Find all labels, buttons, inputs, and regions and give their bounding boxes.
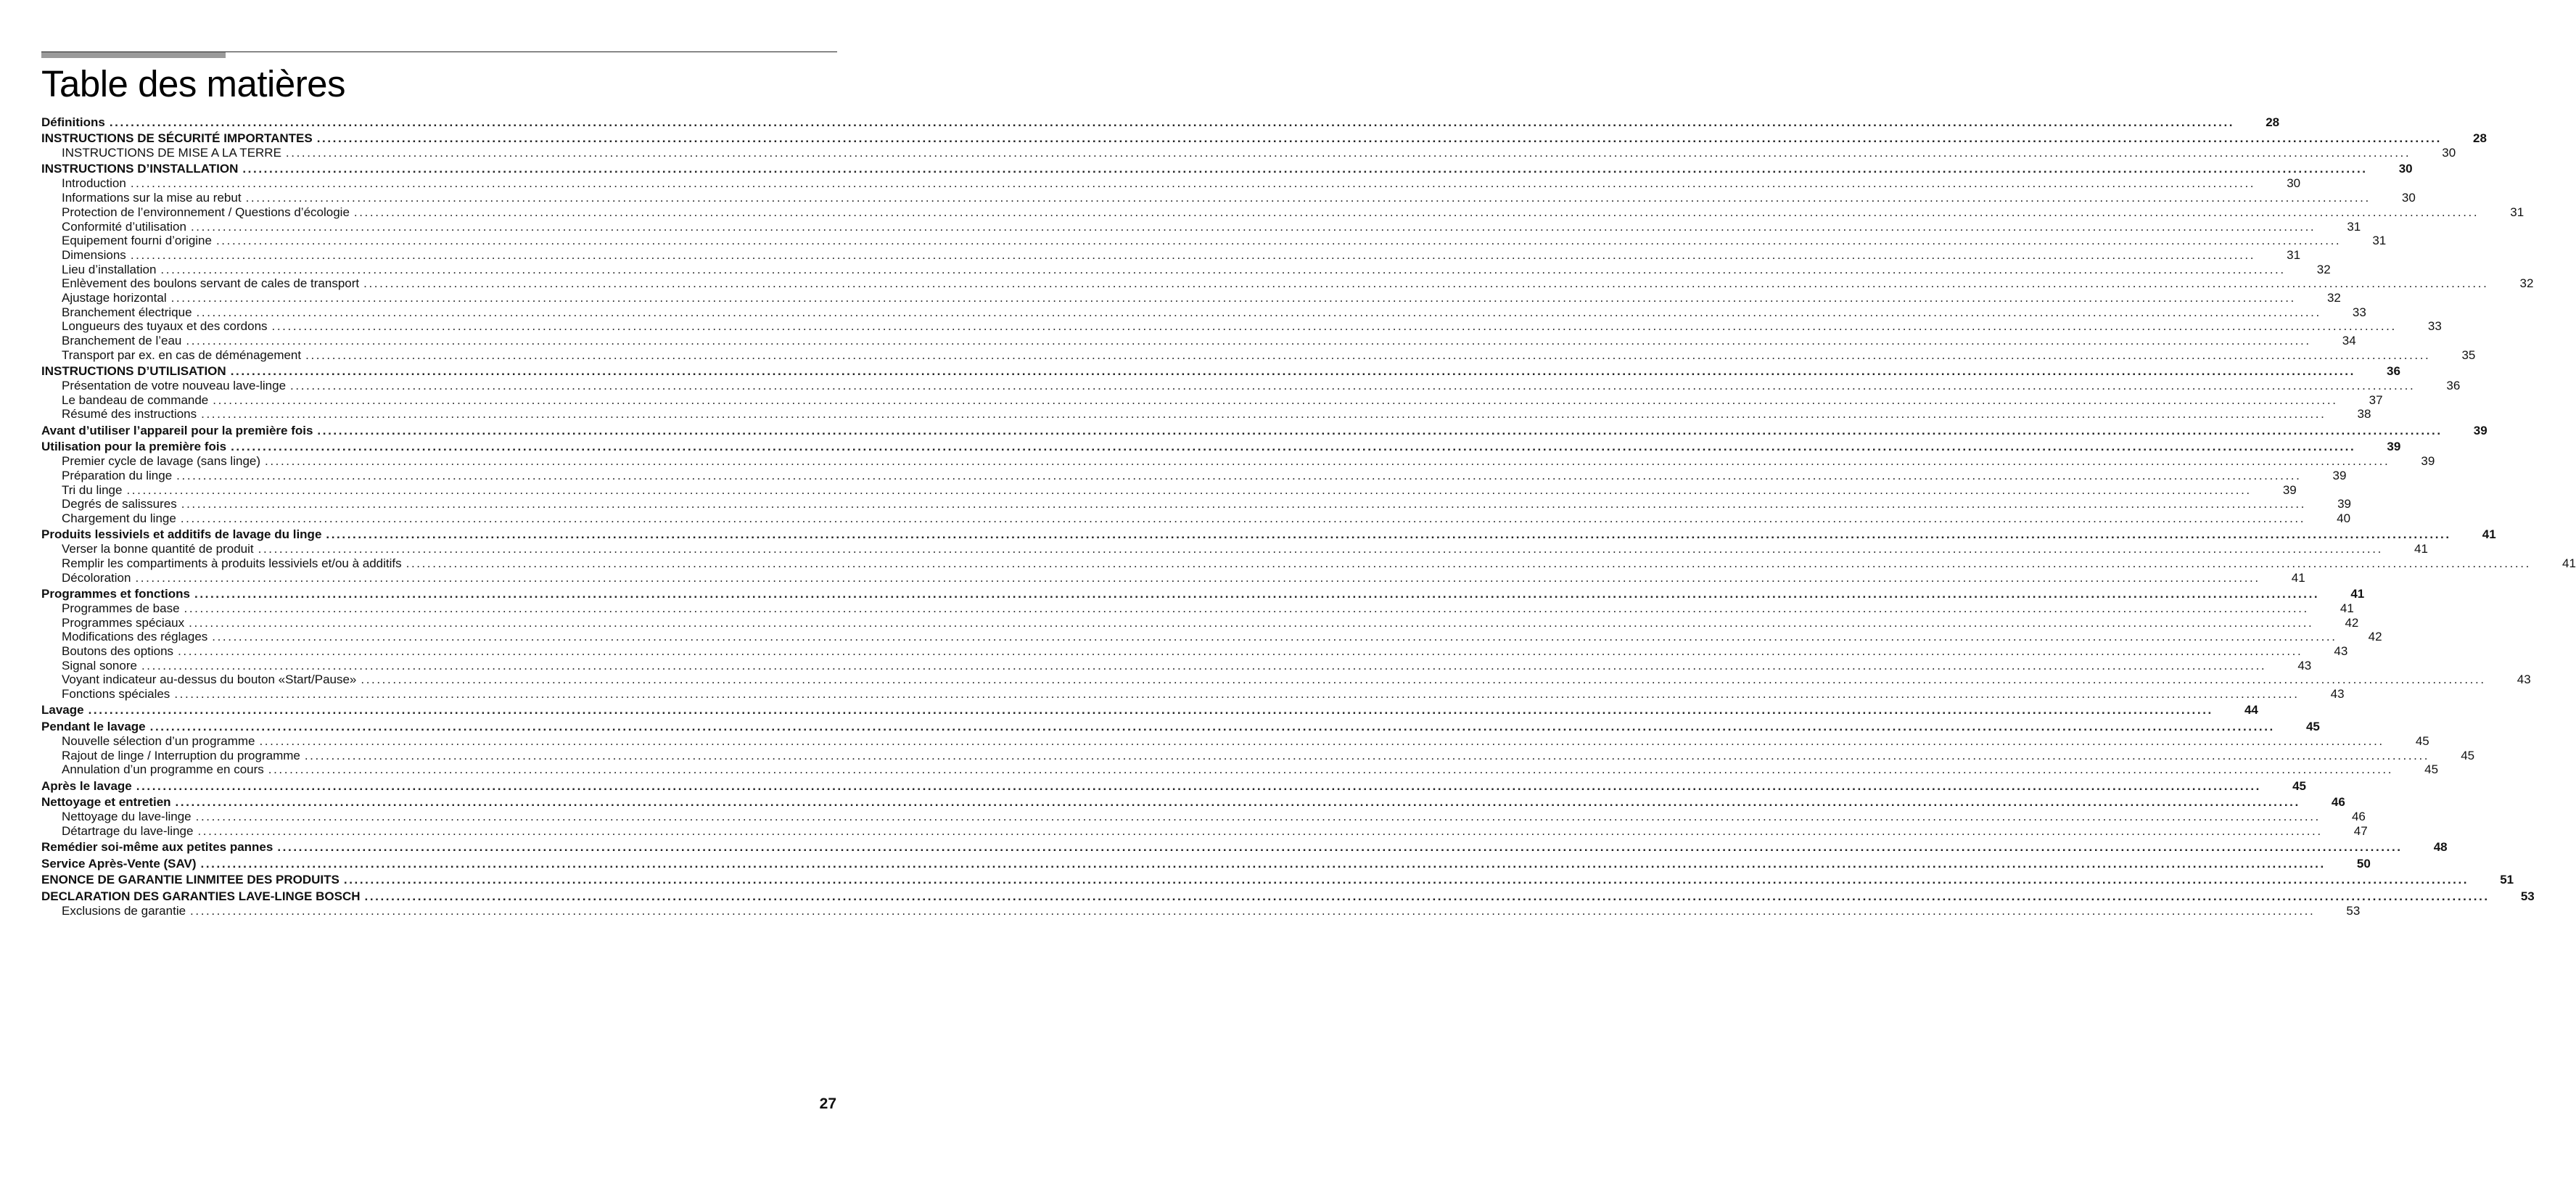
toc-entry-page: 41 xyxy=(2340,601,2354,615)
toc-entry-label: Modifications des réglages xyxy=(62,630,208,644)
toc-section-entry[interactable] xyxy=(41,115,2280,130)
toc-entry-page: 50 xyxy=(2356,856,2371,871)
toc-entry-page: 46 xyxy=(2351,810,2366,824)
toc-section-entry[interactable] xyxy=(41,719,2320,734)
toc-section-entry[interactable] xyxy=(41,889,2535,904)
toc-entry-label: INSTRUCTIONS D’UTILISATION xyxy=(41,364,226,378)
toc-entry-label: Après le lavage xyxy=(41,778,132,793)
toc-entry-label: Dimensions xyxy=(62,247,126,262)
dot-leader: ................................................................................................................................................................................................................................................................................................................................................................................................................ xyxy=(130,176,2256,191)
toc-subsection-entry[interactable] xyxy=(41,570,2305,585)
toc-entry-page: 30 xyxy=(2442,146,2456,160)
toc-subsection-entry[interactable] xyxy=(41,468,2347,483)
toc-subsection-entry[interactable] xyxy=(41,234,2387,248)
toc-entry-page: 48 xyxy=(2433,840,2448,855)
toc-entry-label: Remplir les compartiments à produits lessiviels et/ou à additifs xyxy=(62,556,402,570)
dot-leader: ................................................................................................................................................................................................................................................................................................................................................................................................................ xyxy=(181,497,2307,511)
toc-section-entry[interactable] xyxy=(41,856,2371,871)
toc-entry-label: INSTRUCTIONS DE MISE A LA TERRE xyxy=(62,146,281,160)
dot-leader: ................................................................................................................................................................................................................................................................................................................................................................................................................ xyxy=(285,146,2411,160)
dot-leader: ................................................................................................................................................................................................................................................................................................................................................................................................................ xyxy=(190,219,2316,234)
toc-entry-label: Utilisation pour la première fois xyxy=(41,440,227,454)
dot-leader: ................................................................................................................................................................................................................................................................................................................................................................................................................ xyxy=(265,454,2390,469)
dot-leader: ................................................................................................................................................................................................................................................................................................................................................................................................................ xyxy=(149,719,2275,733)
toc-entry-page: 36 xyxy=(2387,364,2400,378)
toc-section-entry[interactable] xyxy=(41,131,2487,146)
dot-leader: ................................................................................................................................................................................................................................................................................................................................................................................................................ xyxy=(176,468,2302,482)
toc-entry-label: Tri du linge xyxy=(62,482,123,497)
toc-entry-label: Préparation du linge xyxy=(62,468,173,482)
toc-entry-label: Avant d’utiliser l’appareil pour la première fois xyxy=(41,423,313,437)
toc-entry-label: Chargement du linge xyxy=(62,511,176,525)
toc-subsection-entry[interactable] xyxy=(41,810,2366,824)
toc-entry-page: 43 xyxy=(2517,672,2531,687)
toc-entry-label: Rajout de linge / Interruption du programme xyxy=(62,748,300,762)
dot-leader: ................................................................................................................................................................................................................................................................................................................................................................................................................ xyxy=(258,542,2383,556)
toc-subsection-entry[interactable] xyxy=(41,334,2356,348)
toc-entry-page: 41 xyxy=(2561,556,2576,570)
toc-entry-page: 33 xyxy=(2352,305,2366,319)
toc-subsection-entry[interactable] xyxy=(41,542,2428,556)
toc-entry-page: 39 xyxy=(2473,423,2487,437)
toc-entry-label: Lavage xyxy=(41,703,84,717)
dot-leader: ................................................................................................................................................................................................................................................................................................................................................................................................................ xyxy=(363,276,2489,291)
table-of-contents xyxy=(41,113,2576,918)
toc-entry-page: 43 xyxy=(2330,687,2345,702)
page-number: 27 xyxy=(819,1095,836,1112)
toc-entry-page: 43 xyxy=(2334,644,2348,658)
toc-entry-label: Programmes de base xyxy=(62,601,180,615)
toc-subsection-entry[interactable] xyxy=(41,454,2435,469)
toc-entry-label: Premier cycle de lavage (sans linge) xyxy=(62,454,261,469)
toc-subsection-entry[interactable] xyxy=(41,146,2456,160)
dot-leader: ................................................................................................................................................................................................................................................................................................................................................................................................................ xyxy=(361,672,2486,687)
dot-leader: ................................................................................................................................................................................................................................................................................................................................................................................................................ xyxy=(175,795,2300,810)
toc-entry-label: Degrés de salissures xyxy=(62,497,177,511)
toc-subsection-entry[interactable] xyxy=(41,687,2345,702)
toc-entry-label: Définitions xyxy=(41,115,105,129)
toc-section-entry[interactable] xyxy=(41,586,2365,601)
toc-entry-label: Nouvelle sélection d’un programme xyxy=(62,733,255,748)
toc-subsection-entry[interactable] xyxy=(41,556,2576,571)
toc-entry-label: Voyant indicateur au-dessus du bouton «Start/Pause» xyxy=(62,672,357,687)
toc-entry-label: Enlèvement des boulons servant de cales de transport xyxy=(62,276,360,291)
toc-subsection-entry[interactable] xyxy=(41,305,2366,320)
dot-leader: ................................................................................................................................................................................................................................................................................................................................................................................................................ xyxy=(170,290,2296,305)
toc-entry-label: Remédier soi-même aux petites pannes xyxy=(41,840,273,855)
dot-leader: ................................................................................................................................................................................................................................................................................................................................................................................................................ xyxy=(200,856,2326,871)
dot-leader: ................................................................................................................................................................................................................................................................................................................................................................................................................ xyxy=(197,823,2323,838)
toc-subsection-entry[interactable] xyxy=(41,407,2371,421)
toc-subsection-entry[interactable] xyxy=(41,630,2382,644)
toc-subsection-entry[interactable] xyxy=(41,205,2524,220)
dot-leader: ................................................................................................................................................................................................................................................................................................................................................................................................................ xyxy=(88,703,2213,717)
toc-entry-page: 41 xyxy=(2291,570,2305,585)
toc-entry-label: Détartrage du lave-linge xyxy=(62,823,194,838)
toc-section-entry[interactable] xyxy=(41,161,2413,176)
header-accent-bar xyxy=(41,52,226,58)
toc-entry-page: 44 xyxy=(2244,703,2258,717)
dot-leader: ................................................................................................................................................................................................................................................................................................................................................................................................................ xyxy=(231,440,2356,454)
toc-subsection-entry[interactable] xyxy=(41,247,2301,263)
dot-leader: ................................................................................................................................................................................................................................................................................................................................................................................................................ xyxy=(195,810,2321,824)
toc-entry-page: 53 xyxy=(2520,889,2535,903)
toc-section-entry[interactable] xyxy=(41,778,2307,794)
toc-entry-page: 42 xyxy=(2345,615,2359,630)
toc-entry-label: Introduction xyxy=(62,176,126,191)
toc-entry-label: Equipement fourni d’origine xyxy=(62,234,212,248)
toc-entry-label: Branchement électrique xyxy=(62,305,192,319)
toc-entry-label: Conformité d’utilisation xyxy=(62,219,186,234)
toc-section-entry[interactable] xyxy=(41,702,2258,717)
dot-leader: ................................................................................................................................................................................................................................................................................................................................................................................................................ xyxy=(130,247,2256,262)
toc-entry-label: Branchement de l’eau xyxy=(62,334,182,348)
dot-leader: ................................................................................................................................................................................................................................................................................................................................................................................................................ xyxy=(186,334,2311,348)
toc-entry-page: 39 xyxy=(2387,440,2401,454)
page-title: Table des matières xyxy=(41,63,346,104)
dot-leader: ................................................................................................................................................................................................................................................................................................................................................................................................................ xyxy=(245,191,2371,205)
dot-leader: ................................................................................................................................................................................................................................................................................................................................................................................................................ xyxy=(213,392,2338,407)
toc-entry-page: 35 xyxy=(2461,347,2476,362)
toc-entry-label: Décoloration xyxy=(62,570,131,585)
toc-entry-page: 39 xyxy=(2421,454,2435,469)
toc-entry-page: 51 xyxy=(2500,873,2514,887)
toc-entry-page: 37 xyxy=(2369,392,2383,407)
dot-leader: ................................................................................................................................................................................................................................................................................................................................................................................................................ xyxy=(174,687,2300,702)
toc-subsection-entry[interactable] xyxy=(41,319,2442,334)
toc-entry-label: Lieu d’installation xyxy=(62,262,157,276)
toc-subsection-entry[interactable] xyxy=(41,748,2475,763)
toc-subsection-entry[interactable] xyxy=(41,219,2361,234)
toc-entry-label: Annulation d’un programme en cours xyxy=(62,762,264,777)
toc-subsection-entry[interactable] xyxy=(41,262,2331,277)
toc-entry-label: Exclusions de garantie xyxy=(62,903,186,918)
toc-entry-label: Nettoyage et entretien xyxy=(41,795,171,810)
toc-entry-label: DECLARATION DES GARANTIES LAVE-LINGE BOSCH xyxy=(41,889,361,903)
toc-entry-label: Programmes spéciaux xyxy=(62,615,185,630)
toc-subsection-entry[interactable] xyxy=(41,276,2534,291)
toc-entry-label: Informations sur la mise au rebut xyxy=(62,191,242,205)
dot-leader: ................................................................................................................................................................................................................................................................................................................................................................................................................ xyxy=(271,319,2397,334)
toc-entry-label: ENONCE DE GARANTIE LINMITEE DES PRODUITS xyxy=(41,873,340,887)
toc-entry-page: 28 xyxy=(2473,131,2487,146)
toc-entry-label: Boutons des options xyxy=(62,644,174,658)
toc-entry-label: Verser la bonne quantité de produit xyxy=(62,542,254,556)
toc-entry-page: 32 xyxy=(2519,276,2534,291)
toc-entry-label: Ajustage horizontal xyxy=(62,290,167,305)
toc-entry-label: INSTRUCTIONS D’INSTALLATION xyxy=(41,162,239,176)
dot-leader: ................................................................................................................................................................................................................................................................................................................................................................................................................ xyxy=(212,630,2337,644)
dot-leader: ................................................................................................................................................................................................................................................................................................................................................................................................................ xyxy=(141,658,2267,672)
toc-entry-page: 31 xyxy=(2510,205,2524,219)
dot-leader: ................................................................................................................................................................................................................................................................................................................................................................................................................ xyxy=(194,586,2320,601)
dot-leader: ................................................................................................................................................................................................................................................................................................................................................................................................................ xyxy=(277,840,2403,855)
dot-leader: ................................................................................................................................................................................................................................................................................................................................................................................................................ xyxy=(290,379,2416,392)
dot-leader: ................................................................................................................................................................................................................................................................................................................................................................................................................ xyxy=(160,262,2286,276)
toc-section-entry[interactable] xyxy=(41,839,2448,855)
dot-leader: ................................................................................................................................................................................................................................................................................................................................................................................................................ xyxy=(215,234,2342,248)
toc-entry-page: 46 xyxy=(2331,795,2345,810)
toc-subsection-entry[interactable] xyxy=(41,644,2348,659)
toc-entry-page: 45 xyxy=(2415,733,2429,748)
toc-entry-page: 30 xyxy=(2401,191,2416,205)
dot-leader: ................................................................................................................................................................................................................................................................................................................................................................................................................ xyxy=(305,347,2431,362)
toc-entry-page: 28 xyxy=(2266,115,2280,129)
toc-entry-label: Le bandeau de commande xyxy=(62,392,209,407)
toc-entry-page: 31 xyxy=(2287,247,2301,262)
dot-leader: ................................................................................................................................................................................................................................................................................................................................................................................................................ xyxy=(316,131,2442,146)
dot-leader: ................................................................................................................................................................................................................................................................................................................................................................................................................ xyxy=(135,570,2260,585)
toc-entry-label: Résumé des instructions xyxy=(62,407,197,421)
dot-leader: ................................................................................................................................................................................................................................................................................................................................................................................................................ xyxy=(190,903,2316,918)
toc-subsection-entry[interactable] xyxy=(41,615,2359,630)
toc-section-entry[interactable] xyxy=(41,423,2487,438)
toc-entry-page: 31 xyxy=(2372,234,2387,248)
toc-entry-page: 39 xyxy=(2337,497,2352,511)
toc-entry-label: Présentation de votre nouveau lave-linge xyxy=(62,379,287,392)
toc-subsection-entry[interactable] xyxy=(41,511,2351,526)
toc-entry-page: 41 xyxy=(2482,527,2496,542)
toc-subsection-entry[interactable] xyxy=(41,658,2312,673)
dot-leader: ................................................................................................................................................................................................................................................................................................................................................................................................................ xyxy=(268,762,2394,777)
toc-subsection-entry[interactable] xyxy=(41,823,2368,839)
toc-subsection-entry[interactable] xyxy=(41,497,2352,511)
toc-entry-page: 42 xyxy=(2368,630,2382,644)
toc-subsection-entry[interactable] xyxy=(41,672,2531,687)
toc-section-entry[interactable] xyxy=(41,872,2514,887)
toc-entry-page: 32 xyxy=(2326,290,2341,305)
toc-subsection-entry[interactable] xyxy=(41,290,2341,305)
toc-entry-label: Fonctions spéciales xyxy=(62,687,170,702)
toc-subsection-entry[interactable] xyxy=(41,482,2297,498)
dot-leader: ................................................................................................................................................................................................................................................................................................................................................................................................................ xyxy=(230,364,2355,378)
toc-entry-page: 41 xyxy=(2414,542,2428,556)
dot-leader: ................................................................................................................................................................................................................................................................................................................................................................................................................ xyxy=(126,482,2252,497)
toc-entry-page: 34 xyxy=(2342,334,2356,348)
toc-subsection-entry[interactable] xyxy=(41,601,2354,616)
dot-leader: ................................................................................................................................................................................................................................................................................................................................................................................................................ xyxy=(364,889,2490,903)
toc-entry-page: 45 xyxy=(2424,762,2439,777)
dot-leader: ................................................................................................................................................................................................................................................................................................................................................................................................................ xyxy=(180,511,2306,525)
dot-leader: ................................................................................................................................................................................................................................................................................................................................................................................................................ xyxy=(317,423,2443,437)
dot-leader: ................................................................................................................................................................................................................................................................................................................................................................................................................ xyxy=(184,601,2309,615)
dot-leader: ................................................................................................................................................................................................................................................................................................................................................................................................................ xyxy=(189,615,2314,630)
toc-entry-page: 38 xyxy=(2357,407,2371,421)
toc-section-entry[interactable] xyxy=(41,794,2345,810)
dot-leader: ................................................................................................................................................................................................................................................................................................................................................................................................................ xyxy=(178,644,2303,658)
toc-subsection-entry[interactable] xyxy=(41,176,2301,191)
dot-leader: ................................................................................................................................................................................................................................................................................................................................................................................................................ xyxy=(136,778,2262,793)
toc-entry-page: 32 xyxy=(2316,262,2331,276)
toc-entry-label: Pendant le lavage xyxy=(41,719,146,733)
toc-entry-page: 45 xyxy=(2305,719,2320,733)
dot-leader: ................................................................................................................................................................................................................................................................................................................................................................................................................ xyxy=(326,527,2451,542)
toc-entry-page: 30 xyxy=(2287,176,2301,191)
toc-entry-label: Produits lessiviels et additifs de lavage du linge xyxy=(41,527,322,542)
dot-leader: ................................................................................................................................................................................................................................................................................................................................................................................................................ xyxy=(109,115,2235,129)
toc-entry-page: 31 xyxy=(2347,219,2361,234)
toc-entry-label: Protection de l’environnement / Questions d’écologie xyxy=(62,205,350,219)
dot-leader: ................................................................................................................................................................................................................................................................................................................................................................................................................ xyxy=(353,205,2480,219)
toc-entry-page: 43 xyxy=(2297,658,2312,672)
toc-entry-label: Transport par ex. en cas de déménagement xyxy=(62,347,302,362)
dot-leader: ................................................................................................................................................................................................................................................................................................................................................................................................................ xyxy=(201,407,2326,421)
toc-subsection-entry[interactable] xyxy=(41,903,2361,918)
toc-entry-label: Programmes et fonctions xyxy=(41,586,190,601)
toc-entry-page: 39 xyxy=(2332,468,2347,482)
toc-entry-page: 45 xyxy=(2292,778,2307,793)
toc-entry-page: 40 xyxy=(2337,511,2351,525)
toc-subsection-entry[interactable] xyxy=(41,733,2429,749)
toc-subsection-entry[interactable] xyxy=(41,191,2416,205)
toc-entry-page: 33 xyxy=(2427,319,2442,334)
dot-leader: ................................................................................................................................................................................................................................................................................................................................................................................................................ xyxy=(343,873,2469,887)
toc-section-entry[interactable] xyxy=(41,363,2400,379)
toc-entry-page: 47 xyxy=(2353,823,2368,838)
dot-leader: ................................................................................................................................................................................................................................................................................................................................................................................................................ xyxy=(406,556,2531,570)
toc-entry-label: Nettoyage du lave-linge xyxy=(62,810,192,824)
dot-leader: ................................................................................................................................................................................................................................................................................................................................................................................................................ xyxy=(196,305,2321,319)
toc-subsection-entry[interactable] xyxy=(41,762,2439,777)
dot-leader: ................................................................................................................................................................................................................................................................................................................................................................................................................ xyxy=(242,162,2368,176)
toc-section-entry[interactable] xyxy=(41,527,2496,542)
dot-leader: ................................................................................................................................................................................................................................................................................................................................................................................................................ xyxy=(259,733,2384,748)
toc-entry-page: 53 xyxy=(2346,903,2361,918)
toc-entry-page: 41 xyxy=(2350,586,2365,601)
toc-subsection-entry[interactable] xyxy=(41,392,2383,408)
toc-subsection-entry[interactable] xyxy=(41,347,2476,363)
toc-entry-page: 39 xyxy=(2282,482,2297,497)
toc-entry-label: Service Après-Vente (SAV) xyxy=(41,856,197,871)
toc-subsection-entry[interactable] xyxy=(41,379,2461,393)
toc-entry-page: 45 xyxy=(2461,748,2475,762)
toc-section-entry[interactable] xyxy=(41,439,2401,454)
toc-entry-label: Longueurs des tuyaux et des cordons xyxy=(62,319,268,334)
toc-entry-label: Signal sonore xyxy=(62,658,137,672)
toc-entry-page: 30 xyxy=(2398,162,2413,176)
dot-leader: ................................................................................................................................................................................................................................................................................................................................................................................................................ xyxy=(304,748,2430,762)
toc-entry-label: INSTRUCTIONS DE SÉCURITÉ IMPORTANTES xyxy=(41,131,313,146)
toc-entry-page: 36 xyxy=(2446,379,2461,392)
